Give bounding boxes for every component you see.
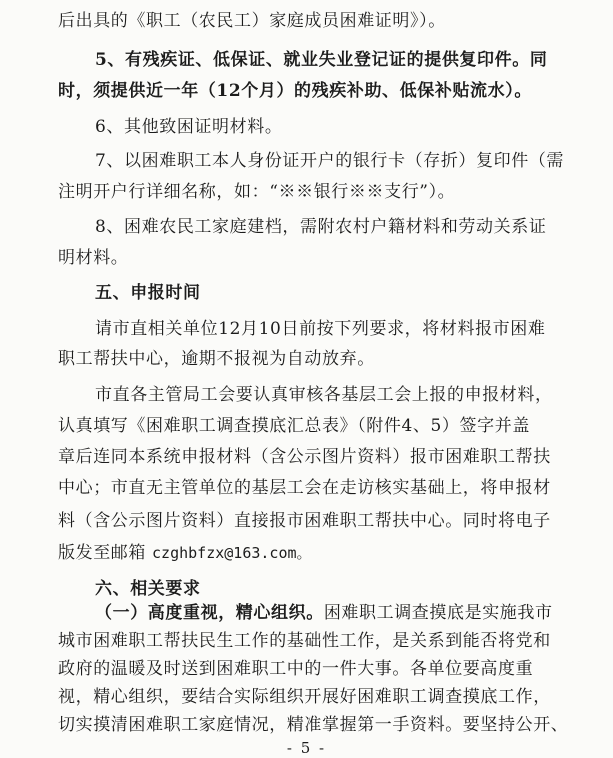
text-line: 5、有残疾证、低保证、就业失业登记证的提供复印件。同	[95, 50, 548, 70]
text-line	[95, 602, 558, 624]
text-line: 中心；市直无主管单位的基层工会在走访核实基础上，将申报材	[58, 478, 551, 498]
text-line: 6、其他致困证明材料。	[95, 117, 283, 137]
text-line: 请市直相关单位12月10日前按下列要求，将材料报市困难	[95, 319, 546, 339]
text-line: 时，须提供近一年（12个月）的残疾补助、低保补贴流水）。	[58, 81, 532, 101]
text-line: 料（含公示图片资料）直接报市困难职工帮扶中心。同时将电子	[58, 511, 551, 531]
text-line: 职工帮扶中心，逾期不报视为自动放弃。	[58, 349, 375, 369]
text-line: 后出具的《职工（农民工）家庭成员困难证明》）。	[58, 11, 446, 31]
text-line: 城市困难职工帮扶民生工作的基础性工作，是关系到能否将党和	[58, 631, 551, 651]
text-line: 7、以困难职工本人身份证开户的银行卡（存折）复印件（需	[95, 151, 565, 171]
text-line: 视，精心组织，要结合实际组织开展好困难职工调查摸底工作，	[58, 687, 551, 707]
text-line: 市直各主管局工会要认真审核各基层工会上报的申报材料，	[95, 385, 553, 405]
email-prefix: 版发至邮箱	[58, 543, 146, 563]
text-line: 8、困难农民工家庭建档，需附农村户籍材料和劳动关系证	[95, 217, 547, 237]
text-line: 切实摸清困难职工家庭情况，精准掌握第一手资料。要坚持公开、	[58, 715, 569, 735]
section-heading: 五、申报时间	[95, 283, 201, 303]
lead-continuation: 困难职工调查摸底是实施我市	[323, 603, 553, 623]
text-line: 政府的温暖及时送到困难职工中的一件大事。各单位要高度重	[58, 659, 534, 679]
email-address: czghbfzx@163.com。	[152, 544, 312, 562]
text-line: 明材料。	[58, 248, 129, 268]
text-line: 认真填写《困难职工调查摸底汇总表》（附件4、5）签字并盖	[58, 416, 530, 436]
text-line	[58, 542, 558, 564]
page-number: - 5 -	[286, 739, 327, 757]
section-heading: 六、相关要求	[95, 579, 201, 599]
text-line: 注明开户行详细名称，如：“※※银行※※支行”）。	[58, 182, 456, 202]
subsection-lead: （一）高度重视，精心组织。	[95, 603, 324, 623]
text-line: 章后连同本系统申报材料（含公示图片资料）报市困难职工帮扶	[58, 447, 551, 467]
